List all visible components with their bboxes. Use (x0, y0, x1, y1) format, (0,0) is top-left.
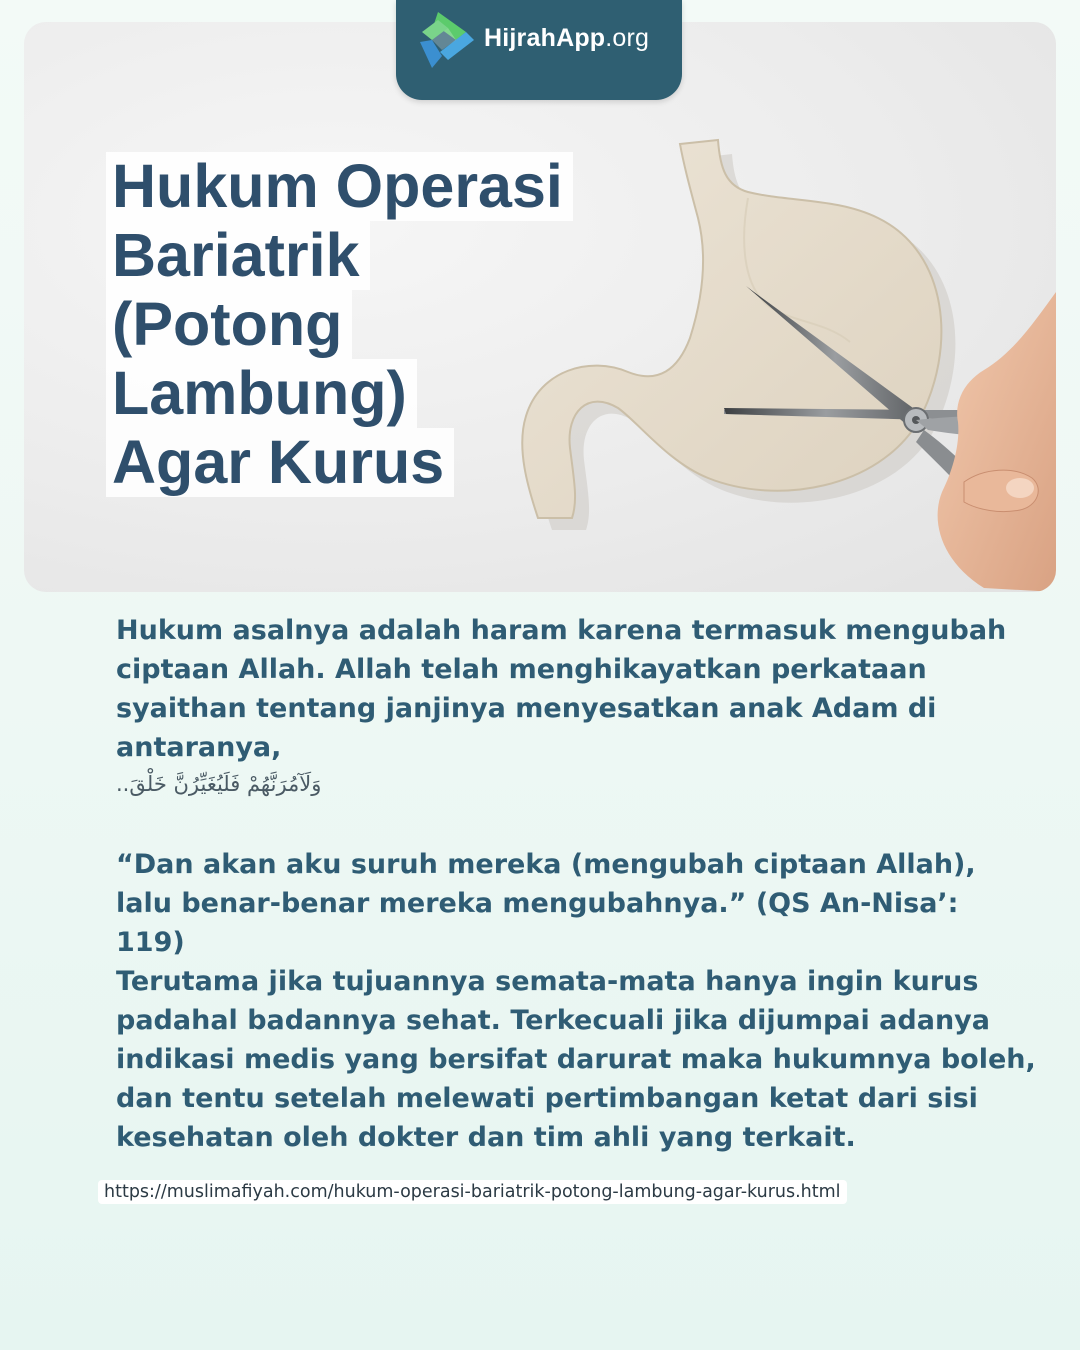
brand-part-hijrah: Hijrah (484, 24, 557, 52)
brand-part-app: App (556, 24, 606, 52)
verse-translation: “Dan akan aku suruh mereka (mengubah ciptaan Allah), lalu benar-benar mereka mengubahnya.” (QS An-Nisa’: 119) (116, 849, 976, 958)
title-line-4: Lambung) (106, 359, 417, 428)
title-line-1: Hukum Operasi (106, 152, 573, 221)
intro-paragraph: Hukum asalnya adalah haram karena termasuk mengubah ciptaan Allah. Allah telah menghikayatkan perkataan syaithan tentang janjinya menyesatkan anak Adam di antaranya, (116, 615, 1007, 763)
arabic-verse: وَلَآمُرَنَّهُمْ فَلَيُغَيِّرُنَّ خَلْقَ.. (116, 772, 322, 796)
brand-part-domain: .org (605, 24, 650, 52)
title-line-2: Bariatrik (106, 221, 370, 290)
page-title (106, 152, 573, 497)
hijrahapp-logo-icon (418, 10, 476, 70)
brand-name (484, 24, 649, 53)
brand-badge[interactable] (396, 0, 682, 100)
source-link[interactable]: https://muslimafiyah.com/hukum-operasi-bariatrik-potong-lambung-agar-kurus.html (98, 1180, 847, 1204)
title-line-3: (Potong (106, 290, 352, 359)
title-line-5: Agar Kurus (106, 428, 454, 497)
conclusion-paragraph: Terutama jika tujuannya semata-mata hanya ingin kurus padahal badannya sehat. Terkecuali jika dijumpai adanya indikasi medis yang bersifat darurat maka hukumnya boleh, dan tentu setelah melewati pertimbangan ketat dari sisi kesehatan oleh dokter dan tim ahli yang terkait. (116, 966, 1036, 1153)
